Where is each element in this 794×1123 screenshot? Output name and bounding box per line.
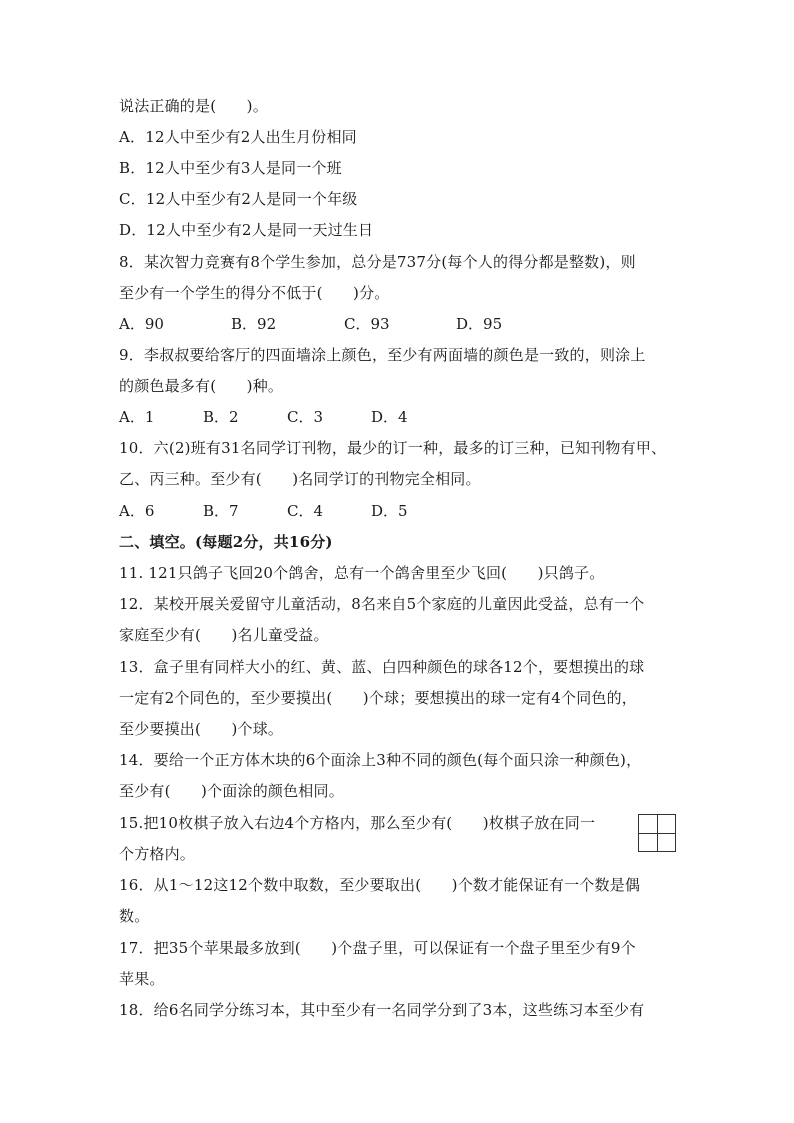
question-16-line-1: 16．从1～12这12个数中取数，至少要取出( )个数才能保证有一个数是偶: [119, 876, 641, 894]
section-2-heading: 二、填空。(每题2分，共16分): [119, 533, 333, 551]
question-7-stem-end: 说法正确的是( )。: [119, 97, 268, 115]
question-17-line-1: 17．把35个苹果最多放到( )个盘子里，可以保证有一个盘子里至少有9个: [119, 939, 636, 957]
option-c: C．4: [287, 502, 324, 520]
question-13-line-3: 至少要摸出( )个球。: [119, 720, 284, 738]
question-11: 11. 121只鸽子飞回20个鸽舍，总有一个鸽舍里至少飞回( )只鸽子。: [119, 564, 605, 582]
option-b: B．92: [231, 315, 277, 333]
option-a: A．90: [119, 315, 164, 333]
option-d: D．4: [371, 408, 408, 426]
question-7-option-a: A．12人中至少有2人出生月份相同: [119, 128, 357, 146]
question-9-line-2: 的颜色最多有( )种。: [119, 377, 284, 395]
question-16-line-2: 数。: [119, 907, 150, 925]
option-d: D．95: [456, 315, 503, 333]
question-7-option-d: D．12人中至少有2人是同一天过生日: [119, 221, 374, 239]
question-13-line-1: 13．盒子里有同样大小的红、黄、蓝、白四种颜色的球各12个，要想摸出的球: [119, 658, 645, 676]
question-8-line-1: 8．某次智力竞赛有8个学生参加，总分是737分(每个人的得分都是整数)，则: [119, 253, 636, 271]
option-b: B．2: [203, 408, 239, 426]
four-cell-grid-figure: [638, 814, 676, 852]
question-14-line-1: 14．要给一个正方体木块的6个面涂上3种不同的颜色(每个面只涂一种颜色)，: [119, 751, 642, 769]
question-7-option-b: B．12人中至少有3人是同一个班: [119, 159, 342, 177]
grid-vertical-divider: [657, 815, 658, 851]
option-c: C．93: [344, 315, 390, 333]
question-12-line-1: 12．某校开展关爱留守儿童活动，8名来自5个家庭的儿童因此受益，总有一个: [119, 595, 645, 613]
question-15-line-2: 个方格内。: [119, 845, 196, 863]
option-d: D．5: [371, 502, 408, 520]
question-7-option-c: C．12人中至少有2人是同一个年级: [119, 190, 358, 208]
question-18-line-1: 18．给6名同学分练习本，其中至少有一名同学分到了3本，这些练习本至少有: [119, 1001, 645, 1019]
question-9-line-1: 9．李叔叔要给客厅的四面墙涂上颜色，至少有两面墙的颜色是一致的，则涂上: [119, 346, 646, 364]
question-13-line-2: 一定有2个同色的，至少要摸出( )个球；要想摸出的球一定有4个同色的，: [119, 689, 637, 707]
question-8-line-2: 至少有一个学生的得分不低于( )分。: [119, 284, 390, 302]
question-14-line-2: 至少有( )个面涂的颜色相同。: [119, 782, 344, 800]
option-a: A．6: [119, 502, 155, 520]
question-15-line-1: 15.把10枚棋子放入右边4个方格内，那么至少有( )枚棋子放在同一: [119, 814, 596, 832]
question-12-line-2: 家庭至少有( )名儿童受益。: [119, 626, 329, 644]
question-10-line-2: 乙、丙三种。至少有( )名同学订的刊物完全相同。: [119, 470, 481, 488]
option-b: B．7: [203, 502, 239, 520]
option-a: A．1: [119, 408, 155, 426]
option-c: C．3: [287, 408, 324, 426]
question-17-line-2: 苹果。: [119, 970, 165, 988]
question-10-line-1: 10．六(2)班有31名同学订刊物，最少的订一种，最多的订三种，已知刊物有甲、: [119, 439, 667, 457]
